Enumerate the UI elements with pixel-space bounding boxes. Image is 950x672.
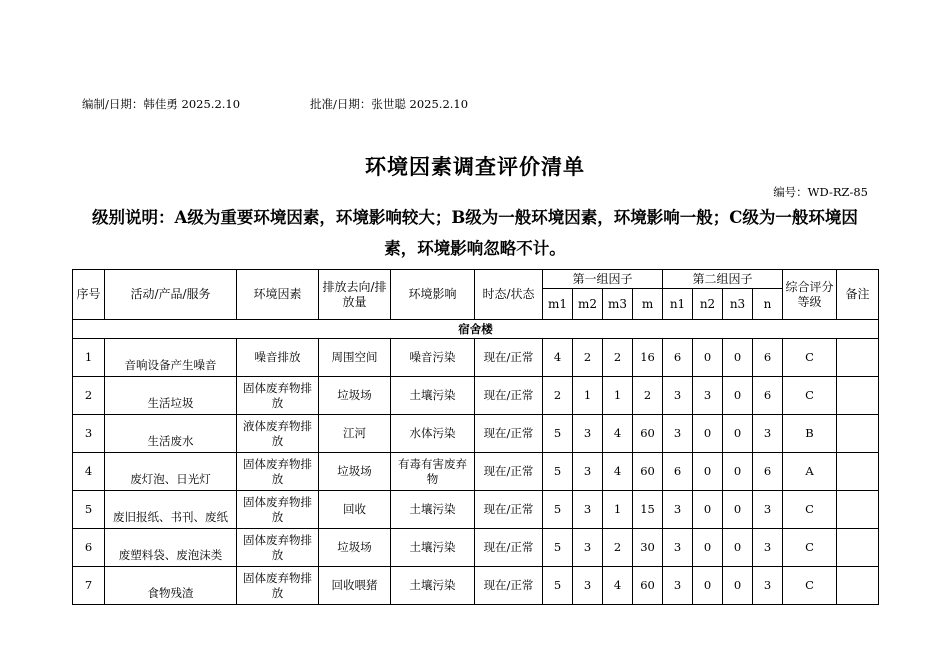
cell-n: 6 [753, 339, 783, 377]
header-m: m [633, 289, 663, 320]
cell-n: 3 [753, 529, 783, 567]
cell-m1: 5 [543, 529, 573, 567]
cell-m1: 2 [543, 377, 573, 415]
table-row [73, 339, 879, 377]
cell-state: 现在/正常 [475, 415, 543, 453]
cell-n3: 0 [723, 339, 753, 377]
cell-m3: 1 [603, 377, 633, 415]
cell-m2: 3 [573, 491, 603, 529]
cell-factor: 固体废弃物排放 [237, 491, 319, 529]
cell-n1: 3 [663, 529, 693, 567]
header-group2: 第二组因子 [663, 270, 783, 289]
header-group1: 第一组因子 [543, 270, 663, 289]
cell-remark [837, 567, 879, 605]
cell-n3: 0 [723, 567, 753, 605]
cell-state: 现在/正常 [475, 453, 543, 491]
cell-n1: 3 [663, 377, 693, 415]
cell-seq: 4 [73, 453, 105, 491]
table-row [73, 377, 879, 415]
cell-m1: 5 [543, 491, 573, 529]
cell-impact: 水体污染 [391, 415, 475, 453]
cell-m: 2 [633, 377, 663, 415]
cell-n: 3 [753, 415, 783, 453]
table-row [73, 415, 879, 453]
cell-impact: 土壤污染 [391, 567, 475, 605]
cell-m: 30 [633, 529, 663, 567]
cell-n2: 0 [693, 529, 723, 567]
cell-n3: 0 [723, 491, 753, 529]
header-impact: 环境影响 [391, 270, 475, 320]
cell-impact: 土壤污染 [391, 491, 475, 529]
cell-m2: 3 [573, 453, 603, 491]
cell-n1: 3 [663, 567, 693, 605]
cell-state: 现在/正常 [475, 339, 543, 377]
cell-grade: C [783, 339, 837, 377]
cell-n: 3 [753, 567, 783, 605]
table-row [73, 529, 879, 567]
cell-n3: 0 [723, 453, 753, 491]
cell-m1: 5 [543, 415, 573, 453]
cell-m1: 4 [543, 339, 573, 377]
cell-factor: 固体废弃物排放 [237, 377, 319, 415]
header-n1: n1 [663, 289, 693, 320]
cell-n2: 0 [693, 567, 723, 605]
cell-m3: 4 [603, 567, 633, 605]
cell-m2: 2 [573, 339, 603, 377]
section-dormitory: 宿舍楼 [73, 320, 879, 339]
cell-n1: 3 [663, 415, 693, 453]
cell-activity: 食物残渣 [105, 567, 237, 605]
cell-factor: 噪音排放 [237, 339, 319, 377]
cell-remark [837, 377, 879, 415]
cell-discharge: 江河 [319, 415, 391, 453]
cell-n2: 0 [693, 339, 723, 377]
cell-seq: 3 [73, 415, 105, 453]
cell-factor: 固体废弃物排放 [237, 567, 319, 605]
header-activity: 活动/产品/服务 [105, 270, 237, 320]
cell-remark [837, 529, 879, 567]
cell-impact: 噪音污染 [391, 339, 475, 377]
header-m1: m1 [543, 289, 573, 320]
cell-m2: 3 [573, 567, 603, 605]
cell-m3: 1 [603, 491, 633, 529]
header-remark: 备注 [837, 270, 879, 320]
cell-grade: C [783, 567, 837, 605]
cell-m: 60 [633, 567, 663, 605]
cell-n2: 0 [693, 491, 723, 529]
cell-n2: 0 [693, 415, 723, 453]
cell-state: 现在/正常 [475, 529, 543, 567]
cell-discharge: 垃圾场 [319, 377, 391, 415]
environmental-factor-table [72, 269, 879, 605]
cell-state: 现在/正常 [475, 567, 543, 605]
cell-n3: 0 [723, 377, 753, 415]
cell-state: 现在/正常 [475, 491, 543, 529]
cell-seq: 1 [73, 339, 105, 377]
cell-seq: 6 [73, 529, 105, 567]
cell-impact: 有毒有害废弃物 [391, 453, 475, 491]
cell-seq: 2 [73, 377, 105, 415]
cell-impact: 土壤污染 [391, 377, 475, 415]
cell-impact: 土壤污染 [391, 529, 475, 567]
header-n: n [753, 289, 783, 320]
cell-n1: 6 [663, 339, 693, 377]
cell-grade: A [783, 453, 837, 491]
cell-m: 60 [633, 453, 663, 491]
document-number: 编号：WD-RZ-85 [773, 185, 868, 199]
cell-n1: 3 [663, 491, 693, 529]
cell-grade: C [783, 529, 837, 567]
cell-n2: 3 [693, 377, 723, 415]
cell-activity: 废旧报纸、书刊、废纸 [105, 491, 237, 529]
document-title: 环境因素调查评价清单 [365, 154, 585, 179]
cell-remark [837, 453, 879, 491]
cell-factor: 液体废弃物排放 [237, 415, 319, 453]
cell-m3: 4 [603, 415, 633, 453]
cell-m3: 2 [603, 529, 633, 567]
cell-m3: 2 [603, 339, 633, 377]
cell-m1: 5 [543, 453, 573, 491]
cell-factor: 固体废弃物排放 [237, 453, 319, 491]
cell-n1: 6 [663, 453, 693, 491]
cell-m2: 3 [573, 415, 603, 453]
cell-state: 现在/正常 [475, 377, 543, 415]
cell-m: 16 [633, 339, 663, 377]
cell-activity: 废灯泡、日光灯 [105, 453, 237, 491]
header-m2: m2 [573, 289, 603, 320]
cell-n2: 0 [693, 453, 723, 491]
cell-remark [837, 339, 879, 377]
cell-remark [837, 491, 879, 529]
cell-n3: 0 [723, 415, 753, 453]
cell-m2: 1 [573, 377, 603, 415]
cell-m2: 3 [573, 529, 603, 567]
cell-discharge: 回收 [319, 491, 391, 529]
header-seq: 序号 [73, 270, 105, 320]
cell-n: 3 [753, 491, 783, 529]
table-row [73, 567, 879, 605]
cell-m: 15 [633, 491, 663, 529]
cell-remark [837, 415, 879, 453]
header-discharge: 排放去向/排放量 [319, 270, 391, 320]
cell-grade: B [783, 415, 837, 453]
header-grade: 综合评分等级 [783, 270, 837, 320]
approver-date: 批准/日期：张世聪 2025.2.10 [310, 97, 469, 111]
cell-activity: 生活废水 [105, 415, 237, 453]
cell-activity: 生活垃圾 [105, 377, 237, 415]
header-n2: n2 [693, 289, 723, 320]
cell-seq: 5 [73, 491, 105, 529]
cell-m1: 5 [543, 567, 573, 605]
compiler-date: 编制/日期：韩佳勇 2025.2.10 [82, 97, 241, 111]
cell-n: 6 [753, 377, 783, 415]
header-state: 时态/状态 [475, 270, 543, 320]
cell-activity: 音响设备产生噪音 [105, 339, 237, 377]
cell-discharge: 垃圾场 [319, 529, 391, 567]
cell-m3: 4 [603, 453, 633, 491]
grade-legend: 级别说明：A级为重要环境因素，环境影响较大；B级为一般环境因素，环境影响一般；C级为一般环境因素，环境影响忽略不计。 [92, 208, 858, 258]
table-row [73, 491, 879, 529]
cell-discharge: 回收喂猪 [319, 567, 391, 605]
cell-n: 6 [753, 453, 783, 491]
cell-factor: 固体废弃物排放 [237, 529, 319, 567]
cell-seq: 7 [73, 567, 105, 605]
cell-n3: 0 [723, 529, 753, 567]
cell-grade: C [783, 491, 837, 529]
header-factor: 环境因素 [237, 270, 319, 320]
header-m3: m3 [603, 289, 633, 320]
cell-m: 60 [633, 415, 663, 453]
cell-discharge: 垃圾场 [319, 453, 391, 491]
header-n3: n3 [723, 289, 753, 320]
cell-discharge: 周围空间 [319, 339, 391, 377]
cell-grade: C [783, 377, 837, 415]
table-row [73, 453, 879, 491]
cell-activity: 废塑料袋、废泡沫类 [105, 529, 237, 567]
